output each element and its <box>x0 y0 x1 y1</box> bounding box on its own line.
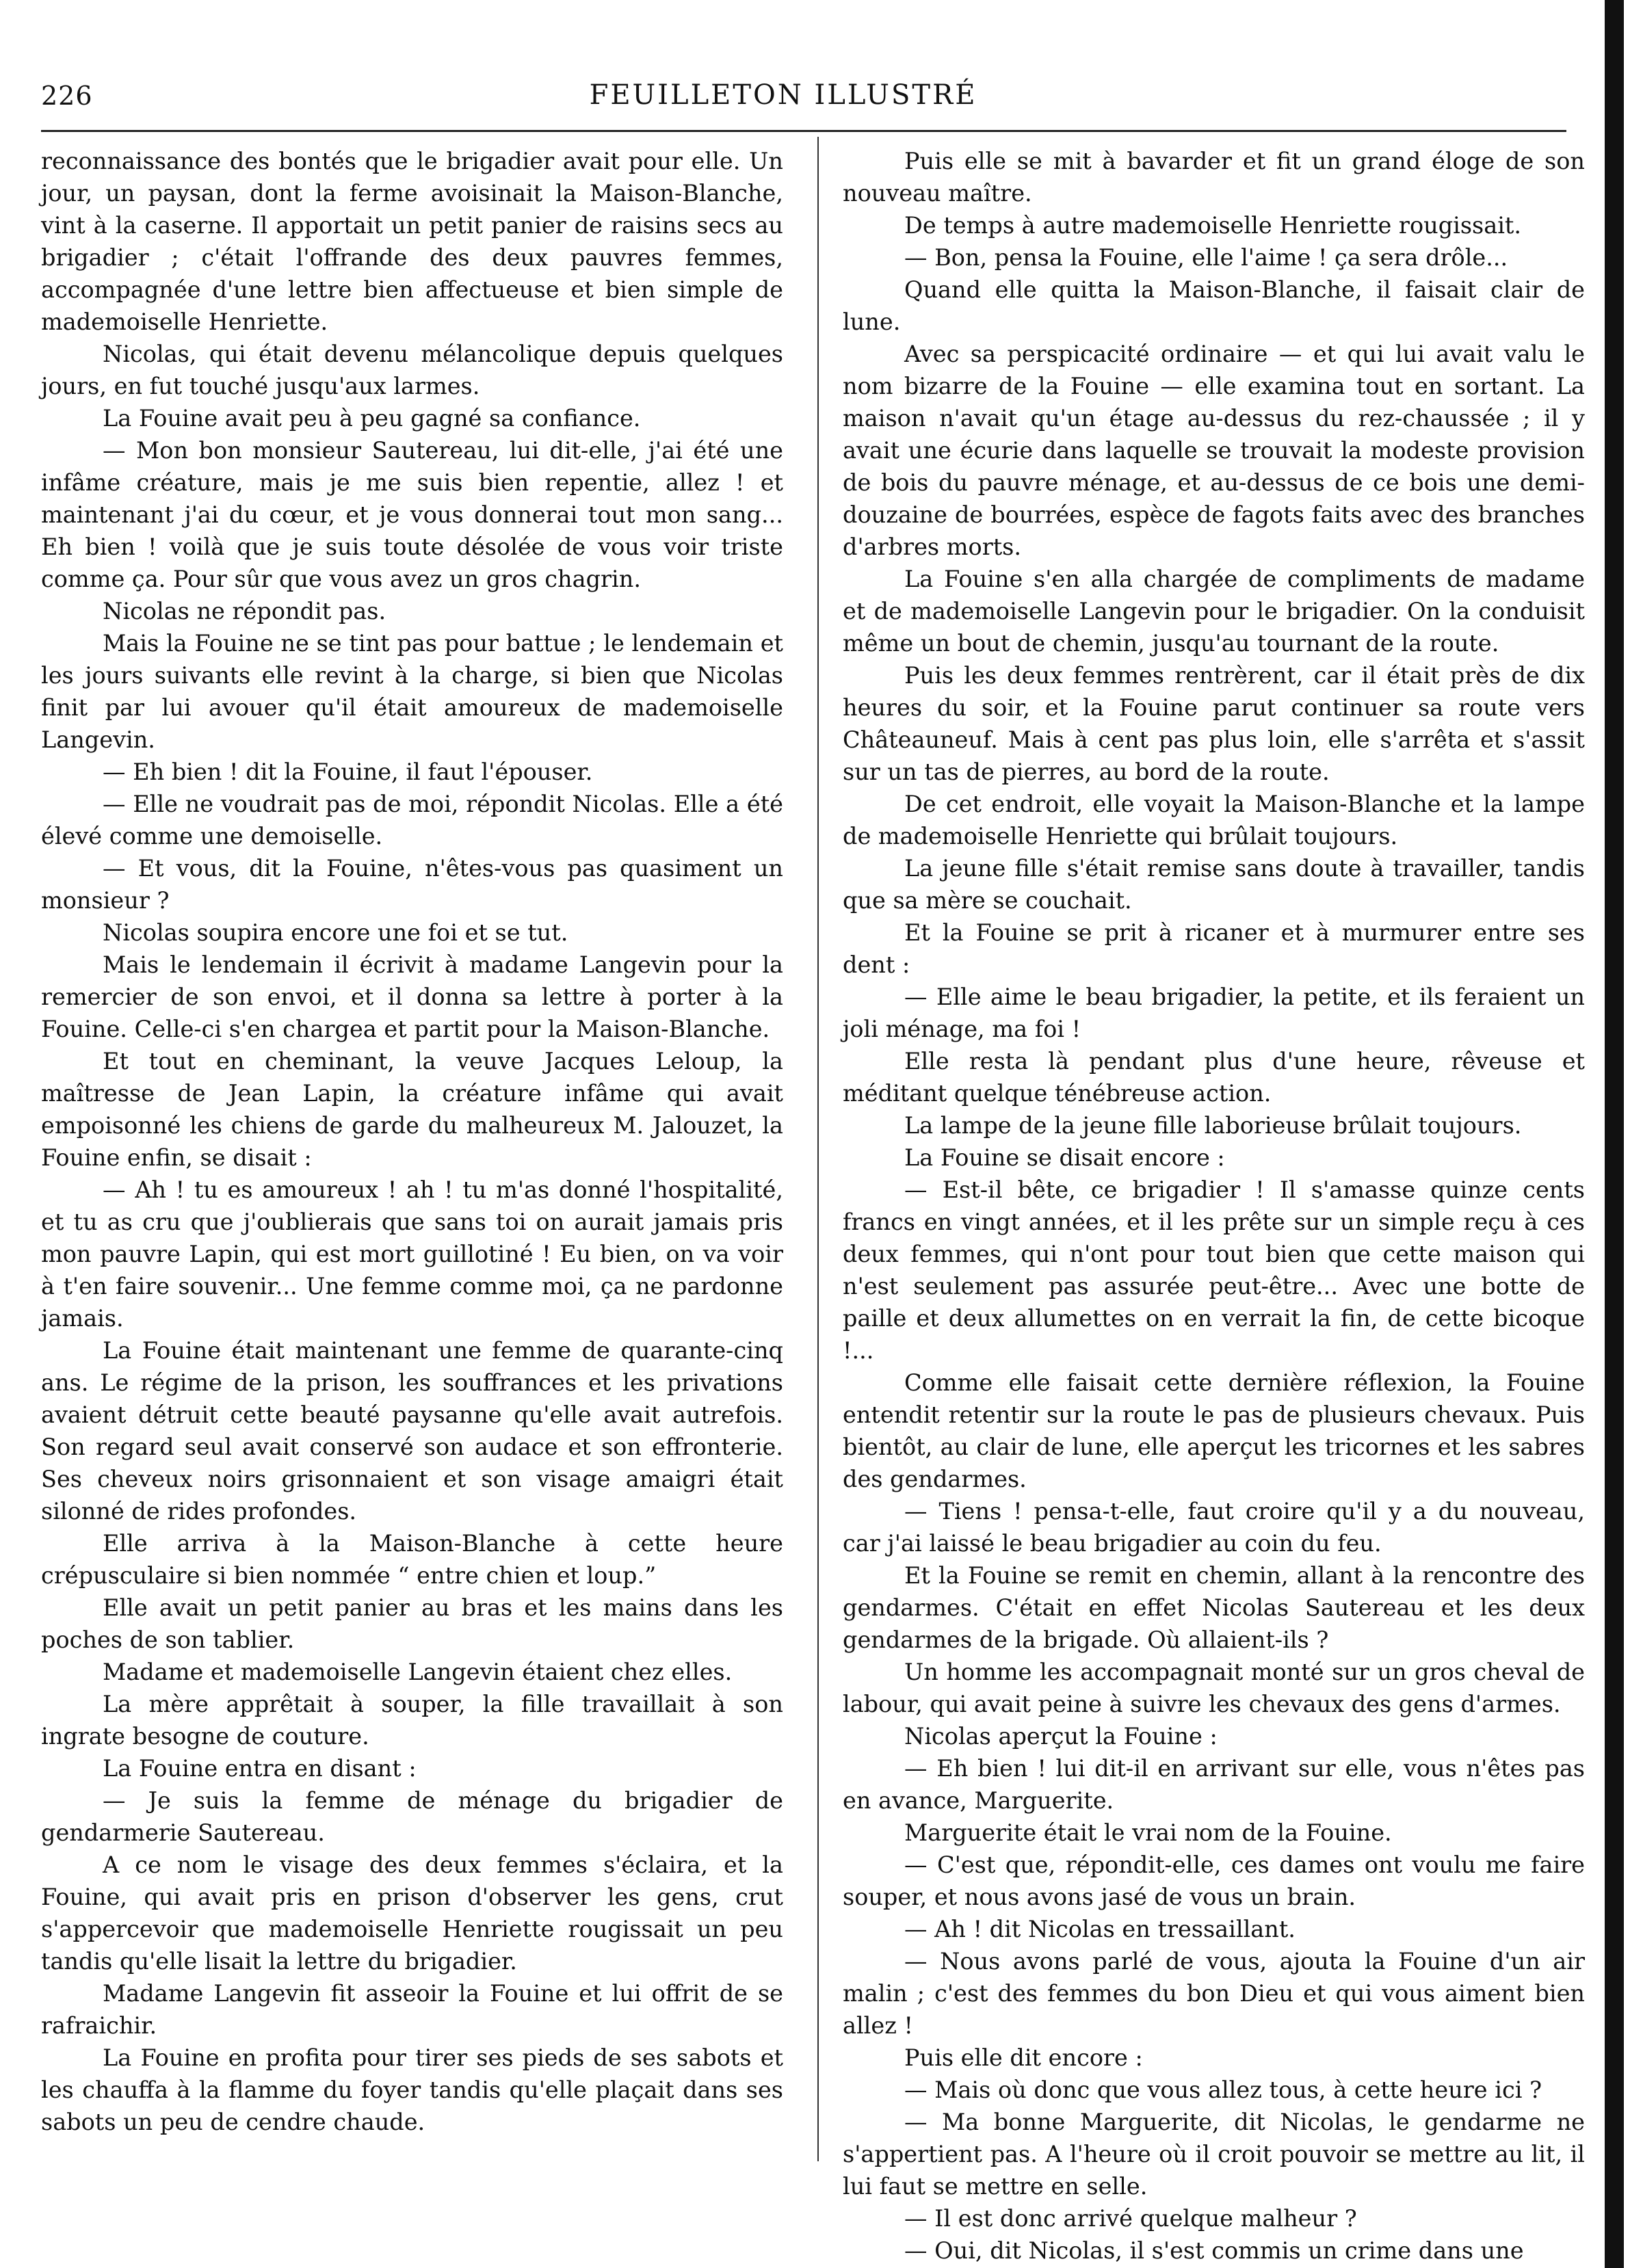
paragraph: — Ma bonne Marguerite, dit Nicolas, le gendarme ne s'appertient pas. A l'heure où il croit pouvoir se mettre au lit, il lui faut se mettre en selle. <box>843 2109 1585 2200</box>
paragraph: — Tiens ! pensa-t-elle, faut croire qu'il y a du nouveau, car j'ai laissé le beau brigadier au coin du feu. <box>843 1498 1585 1557</box>
paragraph: La Fouine se disait encore : <box>904 1144 1225 1171</box>
page-number: 226 <box>41 81 93 111</box>
paragraph: — Bon, pensa la Fouine, elle l'aime ! ça sera drôle... <box>904 244 1508 271</box>
paragraph: Elle resta là pendant plus d'une heure, rêveuse et méditant quelque ténébreuse action. <box>843 1048 1585 1107</box>
paragraph: Comme elle faisait cette dernière réflexion, la Fouine entendit retentir sur la route le pas de plusieurs chevaux. Puis bientôt, au clair de lune, elle aperçut les tricornes et les sabres des gendarmes. <box>843 1369 1585 1492</box>
paragraph: Nicolas ne répondit pas. <box>103 598 386 624</box>
paragraph: Marguerite était le vrai nom de la Fouine. <box>904 1819 1392 1846</box>
paragraph: — Elle aime le beau brigadier, la petite, et ils feraient un joli ménage, ma foi ! <box>843 984 1585 1042</box>
paragraph: — Ah ! dit Nicolas en tressaillant. <box>904 1916 1296 1942</box>
paragraph: Quand elle quitta la Maison-Blanche, il faisait clair de lune. <box>843 276 1585 335</box>
paragraph: Puis les deux femmes rentrèrent, car il était près de dix heures du soir, et la Fouine parut continuer sa route vers Châteauneuf. Mais à cent pas plus loin, elle s'arrêta et s'assit sur un tas de pierres, au bord de la route. <box>843 662 1585 785</box>
paragraph: — Ah ! tu es amoureux ! ah ! tu m'as donné l'hospitalité, et tu as cru que j'oublierais que sans toi on aurait jamais pris mon pauvre Lapin, qui est mort guillotiné ! Eu bien, on va voir à t'en faire souvenir... Une femme comme moi, ça ne pardonne jamais. <box>41 1176 783 1332</box>
paragraph: La lampe de la jeune fille laborieuse brûlait toujours. <box>904 1112 1522 1139</box>
paragraph: La mère apprêtait à souper, la fille travaillait à son ingrate besogne de couture. <box>41 1691 783 1750</box>
paragraph: Madame et mademoiselle Langevin étaient chez elles. <box>103 1659 733 1685</box>
paragraph: Nicolas soupira encore une foi et se tut. <box>103 919 568 946</box>
paragraph: — Je suis la femme de ménage du brigadier de gendarmerie Sautereau. <box>41 1787 783 1846</box>
paragraph: Et la Fouine se prit à ricaner et à murmurer entre ses dent : <box>843 919 1585 978</box>
paragraph: — Eh bien ! lui dit-il en arrivant sur elle, vous n'êtes pas en avance, Marguerite. <box>843 1755 1585 1814</box>
left-column <box>41 145 783 2138</box>
paragraph: La Fouine était maintenant une femme de quarante-cinq ans. Le régime de la prison, les souffrances et les privations avaient détruit cette beauté paysanne qu'elle avait autrefois. Son regard seul avait conservé son audace et son effronterie. Ses cheveux noirs grisonnaient et son visage amaigri était silonné de rides profondes. <box>41 1337 783 1525</box>
paragraph: — Nous avons parlé de vous, ajouta la Fouine d'un air malin ; c'est des femmes du bon Dieu et qui vous aiment bien allez ! <box>843 1948 1585 2039</box>
paragraph: Et tout en cheminant, la veuve Jacques Leloup, la maîtresse de Jean Lapin, la créature infâme qui avait empoisonné les chiens de garde du malheureux M. Jalouzet, la Fouine enfin, se disait : <box>41 1048 783 1171</box>
paragraph: Un homme les accompagnait monté sur un gros cheval de labour, qui avait peine à suivre les chevaux des gens d'armes. <box>843 1659 1585 1717</box>
running-title: FEUILLETON ILLUSTRÉ <box>589 79 977 111</box>
paragraph: — Oui, dit Nicolas, il s'est commis un crime dans une <box>904 2237 1524 2264</box>
paragraph: Et la Fouine se remit en chemin, allant à la rencontre des gendarmes. C'était en effet Nicolas Sautereau et les deux gendarmes de la brigade. Où allaient-ils ? <box>843 1562 1585 1653</box>
paragraph: — Eh bien ! dit la Fouine, il faut l'épouser. <box>103 759 593 785</box>
paragraph: Puis elle dit encore : <box>904 2044 1143 2071</box>
paragraph: La Fouine s'en alla chargée de compliments de madame et de mademoiselle Langevin pour le brigadier. On la conduisit même un bout de chemin, jusqu'au tournant de la route. <box>843 566 1585 657</box>
paragraph: — Mon bon monsieur Sautereau, lui dit-elle, j'ai été une infâme créature, mais je me suis bien repentie, allez ! et maintenant j'ai du cœur, et je vous donnerai tout mon sang... Eh bien ! voilà que je suis toute désolée de vous voir triste comme ça. Pour sûr que vous avez un gros chagrin. <box>41 437 783 592</box>
column-divider <box>817 137 819 2161</box>
paragraph: La Fouine en profita pour tirer ses pieds de ses sabots et les chauffa à la flamme du foyer tandis qu'elle plaçait dans ses sabots un peu de cendre chaude. <box>41 2044 783 2135</box>
paragraph: — Elle ne voudrait pas de moi, répondit Nicolas. Elle a été élevé comme une demoiselle. <box>41 791 783 849</box>
paragraph: reconnaissance des bontés que le brigadier avait pour elle. Un jour, un paysan, dont la ferme avoisinait la Maison-Blanche, vint à la caserne. Il apportait un petit panier de raisins secs au brigadier ; c'était l'offrande des deux pauvres femmes, accompagnée d'une lettre bien affectueuse et bien simple de mademoiselle Henriette. <box>41 148 783 335</box>
paragraph: Nicolas, qui était devenu mélancolique depuis quelques jours, en fut touché jusqu'aux larmes. <box>41 341 783 399</box>
paragraph: La jeune fille s'était remise sans doute à travailler, tandis que sa mère se couchait. <box>843 855 1585 914</box>
paragraph: — Est-il bête, ce brigadier ! Il s'amasse quinze cents francs en vingt années, et il les prête sur un simple reçu à ces deux femmes, qui n'ont pour tout bien que cette maison qui n'est seulement pas assurée peut-être... Avec une botte de paille et deux allumettes on en verrait la fin, de cette bicoque !... <box>843 1176 1585 1364</box>
paragraph: — Il est donc arrivé quelque malheur ? <box>904 2205 1357 2232</box>
paragraph: Mais la Fouine ne se tint pas pour battue ; le lendemain et les jours suivants elle revint à la charge, si bien que Nicolas finit par lui avouer qu'il était amoureux de mademoiselle Langevin. <box>41 630 783 753</box>
paragraph: Elle avait un petit panier au bras et les mains dans les poches de son tablier. <box>41 1594 783 1653</box>
paragraph: Elle arriva à la Maison-Blanche à cette heure crépusculaire si bien nommée “ entre chien et loup.” <box>41 1530 783 1589</box>
paragraph: — Mais où donc que vous allez tous, à cette heure ici ? <box>904 2076 1542 2103</box>
paragraph: Avec sa perspicacité ordinaire — et qui lui avait valu le nom bizarre de la Fouine — elle examina tout en sortant. La maison n'avait qu'un étage au-dessus du rez-chaussée ; il y avait une écurie dans laquelle se trouvait la modeste provision de bois du pauvre ménage, et au-dessus de ce bois une demi-douzaine de bourrées, espèce de fagots faits avec des branches d'arbres morts. <box>843 341 1585 560</box>
paragraph: Mais le lendemain il écrivit à madame Langevin pour la remercier de son envoi, et il donna sa lettre à porter à la Fouine. Celle-ci s'en chargea et partit pour la Maison-Blanche. <box>41 951 783 1042</box>
paragraph: A ce nom le visage des deux femmes s'éclaira, et la Fouine, qui avait pris en prison d'observer les gens, crut s'appercevoir que mademoiselle Henriette rougissait un peu tandis qu'elle lisait la lettre du brigadier. <box>41 1851 783 1975</box>
header-rule <box>41 130 1566 132</box>
paragraph: — C'est que, répondit-elle, ces dames ont voulu me faire souper, et nous avons jasé de vous un brain. <box>843 1851 1585 1910</box>
paragraph: — Et vous, dit la Fouine, n'êtes-vous pas quasiment un monsieur ? <box>41 855 783 914</box>
paragraph: Puis elle se mit à bavarder et fit un grand éloge de son nouveau maître. <box>843 148 1585 207</box>
paragraph: De temps à autre mademoiselle Henriette rougissait. <box>904 212 1522 239</box>
paragraph: Madame Langevin fit asseoir la Fouine et lui offrit de se rafraichir. <box>41 1980 783 2039</box>
paragraph: La Fouine entra en disant : <box>103 1755 417 1782</box>
paragraph: De cet endroit, elle voyait la Maison-Blanche et la lampe de mademoiselle Henriette qui brûlait toujours. <box>843 791 1585 849</box>
paragraph: Nicolas aperçut la Fouine : <box>904 1723 1218 1750</box>
paragraph: La Fouine avait peu à peu gagné sa confiance. <box>103 405 641 432</box>
right-column <box>843 145 1585 2267</box>
page-edge-bar <box>1605 0 1624 2268</box>
